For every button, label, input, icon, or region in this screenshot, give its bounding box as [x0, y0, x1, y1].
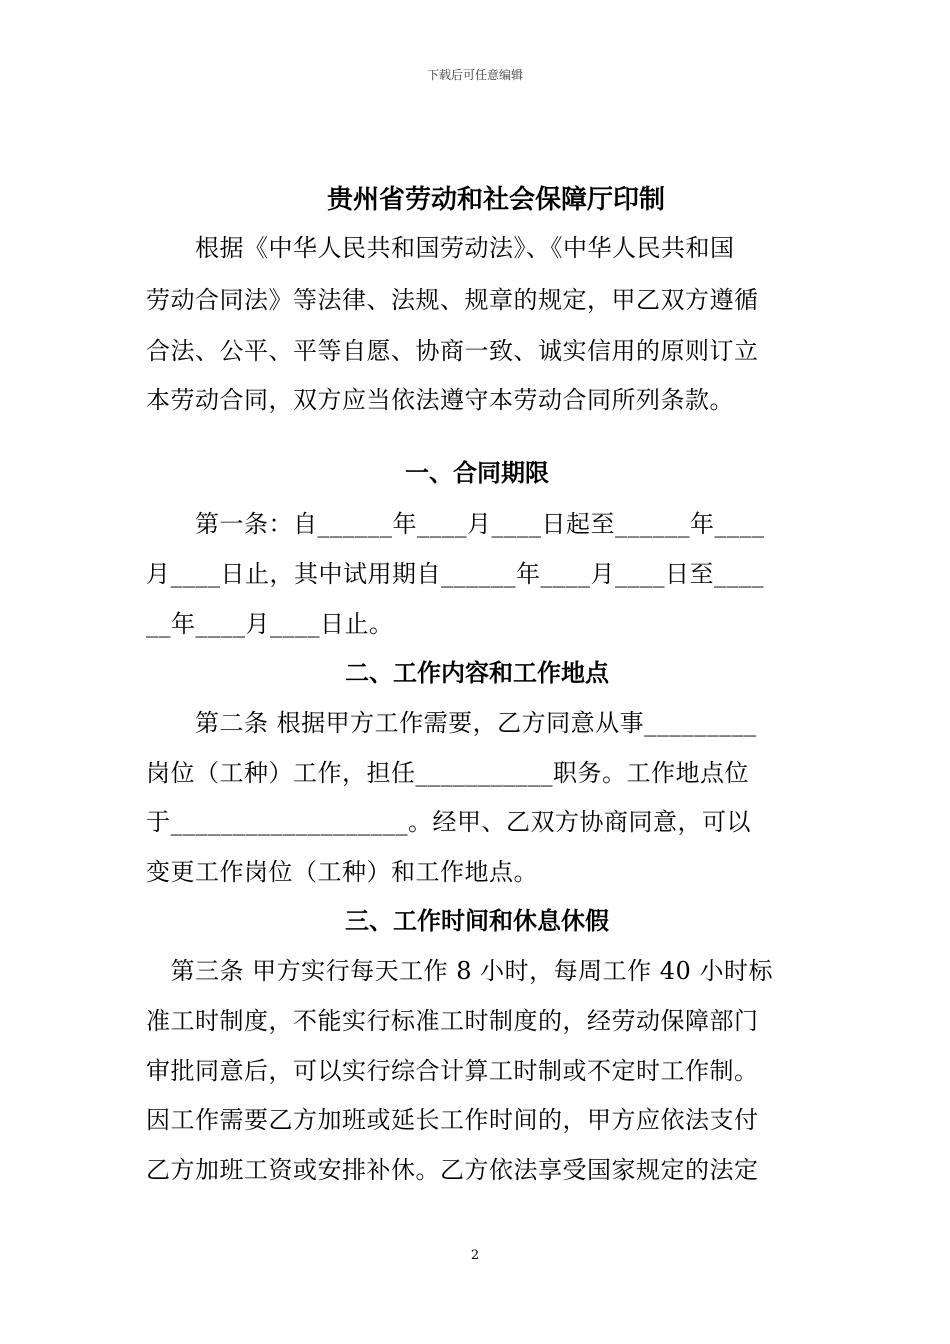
intro-line: 根据《中华人民共和国劳动法》、《中华人民共和国 — [146, 234, 735, 262]
section-line: 第三条 甲方实行每天工作 8 小时，每周工作 40 小时标 — [146, 957, 773, 985]
section-heading: 二、工作内容和工作地点 — [345, 659, 609, 687]
section-line: __年____月____日止。 — [146, 610, 394, 638]
intro-line: 合法、公平、平等自愿、协商一致、诚实信用的原则订立 — [146, 337, 759, 365]
section-line: 变更工作岗位（工种）和工作地点。 — [146, 858, 538, 886]
section-line: 于___________________。经甲、乙双方协商同意，可以 — [146, 808, 751, 836]
section-line: 第一条：自______年____月____日起至______年____ — [146, 510, 765, 538]
section-line: 准工时制度，不能实行标准工时制度的，经劳动保障部门 — [146, 1007, 759, 1035]
page-number: 2 — [470, 1248, 480, 1263]
intro-line: 本劳动合同，双方应当依法遵守本劳动合同所列条款。 — [146, 386, 734, 414]
section-line: 岗位（工种）工作，担任___________职务。工作地点位 — [146, 759, 749, 787]
intro-line: 劳动合同法》等法律、法规、规章的规定，甲乙双方遵循 — [146, 286, 759, 314]
section-line: 因工作需要乙方加班或延长工作时间的，甲方应依法支付 — [146, 1106, 759, 1134]
header-note: 下载后可任意编辑 — [426, 68, 523, 82]
document-title: 贵州省劳动和社会保障厅印制 — [326, 185, 665, 215]
section-line: 月____日止，其中试用期自______年____月____日至____ — [146, 560, 764, 588]
section-heading: 一、合同期限 — [405, 459, 549, 487]
section-line: 乙方加班工资或安排补休。乙方依法享受国家规定的法定 — [146, 1156, 759, 1184]
section-heading: 三、工作时间和休息休假 — [345, 907, 609, 935]
section-line: 第二条 根据甲方工作需要，乙方同意从事_________ — [146, 709, 757, 737]
section-line: 审批同意后，可以实行综合计算工时制或不定时工作制。 — [146, 1057, 759, 1085]
